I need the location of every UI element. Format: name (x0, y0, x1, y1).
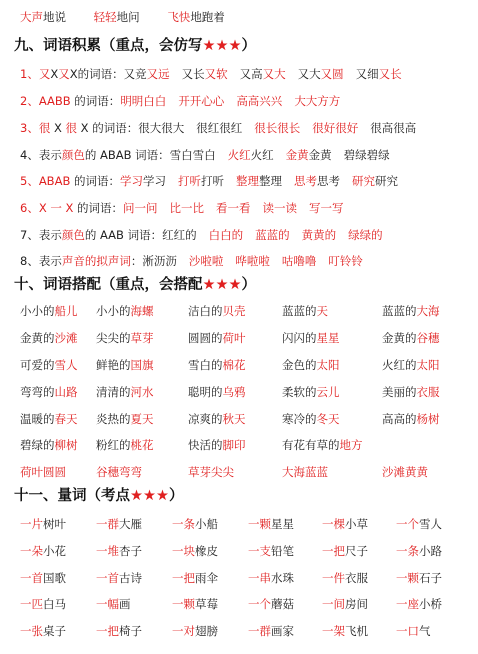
collocation-item: 凉爽的秋天 (188, 412, 246, 426)
collocation-item: 尖尖的草芽 (96, 331, 154, 345)
phrase: 轻轻地问 (93, 10, 140, 24)
measure-word-item: 一件衣服 (322, 571, 368, 585)
measure-word-item: 一张桌子 (20, 624, 66, 638)
title-end: ） (241, 38, 256, 54)
measure-word-item: 一首古诗 (96, 571, 142, 585)
star-rating: ★★★ (130, 488, 169, 504)
collocation-item: 蓝蓝的大海 (382, 304, 440, 318)
collocation-row (20, 437, 478, 453)
measure-word-row (20, 623, 478, 639)
collocation-item: 温暖的春天 (20, 412, 78, 426)
measure-word-row (20, 570, 478, 586)
collocation-item: 草芽尖尖 (188, 465, 234, 479)
collocation-row (20, 411, 478, 427)
section10-heading (14, 276, 256, 294)
title-end: ） (241, 277, 256, 293)
measure-word-item: 一朵小花 (20, 544, 66, 558)
measure-word-item: 一匹白马 (20, 597, 66, 611)
measure-word-item: 一支铅笔 (248, 544, 294, 558)
measure-word-item: 一群大雁 (96, 517, 142, 531)
collocation-item: 沙滩黄黄 (382, 465, 428, 479)
collocation-item: 圆圆的荷叶 (188, 331, 246, 345)
collocation-item: 快活的脚印 (188, 438, 246, 452)
section9-line-7: 7、表示颜色的 AAB 词语：红红的 白白的 蓝蓝的 黄黄的 绿绿的 (20, 228, 383, 242)
measure-word-item: 一条小路 (396, 544, 442, 558)
collocation-item: 大海蓝蓝 (282, 465, 328, 479)
measure-word-item: 一个蘑菇 (248, 597, 294, 611)
collocation-item: 柔软的云儿 (282, 385, 340, 399)
phrase: 飞快地跑着 (167, 10, 225, 24)
measure-word-item: 一对翅膀 (172, 624, 218, 638)
measure-word-item: 一颗石子 (396, 571, 442, 585)
collocation-item: 小小的船儿 (20, 304, 78, 318)
collocation-item: 洁白的贝壳 (188, 304, 246, 318)
section9-line-2: 2、AABB 的词语：明明白白 开开心心 高高兴兴 大大方方 (20, 94, 341, 108)
collocation-item: 寒冷的冬天 (282, 412, 340, 426)
measure-word-item: 一把雨伞 (172, 571, 218, 585)
section9-line-8: 8、表示声音的拟声词：淅沥沥 沙啦啦 哗啦啦 咕噜噜 叮铃铃 (20, 254, 363, 268)
measure-word-item: 一个雪人 (396, 517, 442, 531)
collocation-item: 粉红的桃花 (96, 438, 154, 452)
title-end: ） (169, 488, 184, 504)
section9-line-4: 4、表示颜色的 ABAB 词语：雪白雪白 火红火红 金黄金黄 碧绿碧绿 (20, 148, 390, 162)
collocation-item: 可爱的雪人 (20, 358, 78, 372)
collocation-item: 金黄的沙滩 (20, 331, 78, 345)
collocation-item: 聪明的乌鸦 (188, 385, 246, 399)
measure-word-item: 一把尺子 (322, 544, 368, 558)
measure-word-item: 一颗星星 (248, 517, 294, 531)
section11-title: 十一、量词（考点 (14, 488, 130, 504)
phrase: 大声地说 (20, 10, 66, 24)
measure-word-item: 一堆杏子 (96, 544, 142, 558)
collocation-row (20, 464, 478, 480)
measure-word-item: 一棵小草 (322, 517, 368, 531)
section9-title: 九、词语积累（重点，会仿写 (14, 38, 203, 54)
measure-word-item: 一块橡皮 (172, 544, 218, 558)
collocation-item: 有花有草的地方 (282, 438, 363, 452)
collocation-item: 清清的河水 (96, 385, 154, 399)
measure-word-item: 一颗草莓 (172, 597, 218, 611)
measure-word-item: 一群画家 (248, 624, 294, 638)
section10-title: 十、词语搭配（重点，会搭配 (14, 277, 203, 293)
collocation-item: 火红的太阳 (382, 358, 440, 372)
collocation-item: 荷叶圆圆 (20, 465, 66, 479)
collocation-item: 弯弯的山路 (20, 385, 78, 399)
top-phrase-line (20, 9, 225, 25)
collocation-item: 蓝蓝的天 (282, 304, 328, 318)
collocation-item: 小小的海螺 (96, 304, 154, 318)
measure-word-item: 一片树叶 (20, 517, 66, 531)
section9-line-6: 6、X 一 X 的词语：问一问 比一比 看一看 读一读 写一写 (20, 201, 344, 215)
collocation-row (20, 330, 478, 346)
measure-word-item: 一架飞机 (322, 624, 368, 638)
measure-word-row (20, 596, 478, 612)
collocation-item: 炎热的夏天 (96, 412, 154, 426)
collocation-item: 碧绿的柳树 (20, 438, 78, 452)
collocation-item: 雪白的棉花 (188, 358, 246, 372)
collocation-item: 美丽的衣服 (382, 385, 440, 399)
star-rating: ★★★ (202, 38, 242, 54)
collocation-item: 高高的杨树 (382, 412, 440, 426)
measure-word-item: 一幅画 (96, 597, 131, 611)
measure-word-item: 一串水珠 (248, 571, 294, 585)
collocation-row (20, 303, 478, 319)
collocation-row (20, 357, 478, 373)
collocation-item: 金色的太阳 (282, 358, 340, 372)
section9-line-1: 1、又X又X的词语：又竞又远 又长又软 又高又大 又大又圆 又细又长 (20, 67, 402, 81)
measure-word-item: 一座小桥 (396, 597, 442, 611)
collocation-item: 鲜艳的国旗 (96, 358, 154, 372)
collocation-row (20, 384, 478, 400)
collocation-item: 金黄的谷穗 (382, 331, 440, 345)
measure-word-item: 一条小船 (172, 517, 218, 531)
section9-line-5: 5、ABAB 的词语：学习学习 打听打听 整理整理 思考思考 研究研究 (20, 174, 398, 188)
measure-word-row (20, 516, 478, 532)
collocation-item: 闪闪的星星 (282, 331, 340, 345)
section11-heading (14, 487, 184, 505)
measure-word-item: 一间房间 (322, 597, 368, 611)
star-rating: ★★★ (202, 277, 242, 293)
measure-word-item: 一口气 (396, 624, 431, 638)
section9-line-3: 3、很 X 很 X 的词语：很大很大 很红很红 很长很长 很好很好 很高很高 (20, 121, 417, 135)
measure-word-row (20, 543, 478, 559)
section9-heading (14, 37, 256, 55)
collocation-item: 谷穗弯弯 (96, 465, 142, 479)
measure-word-item: 一首国歌 (20, 571, 66, 585)
measure-word-item: 一把椅子 (96, 624, 142, 638)
